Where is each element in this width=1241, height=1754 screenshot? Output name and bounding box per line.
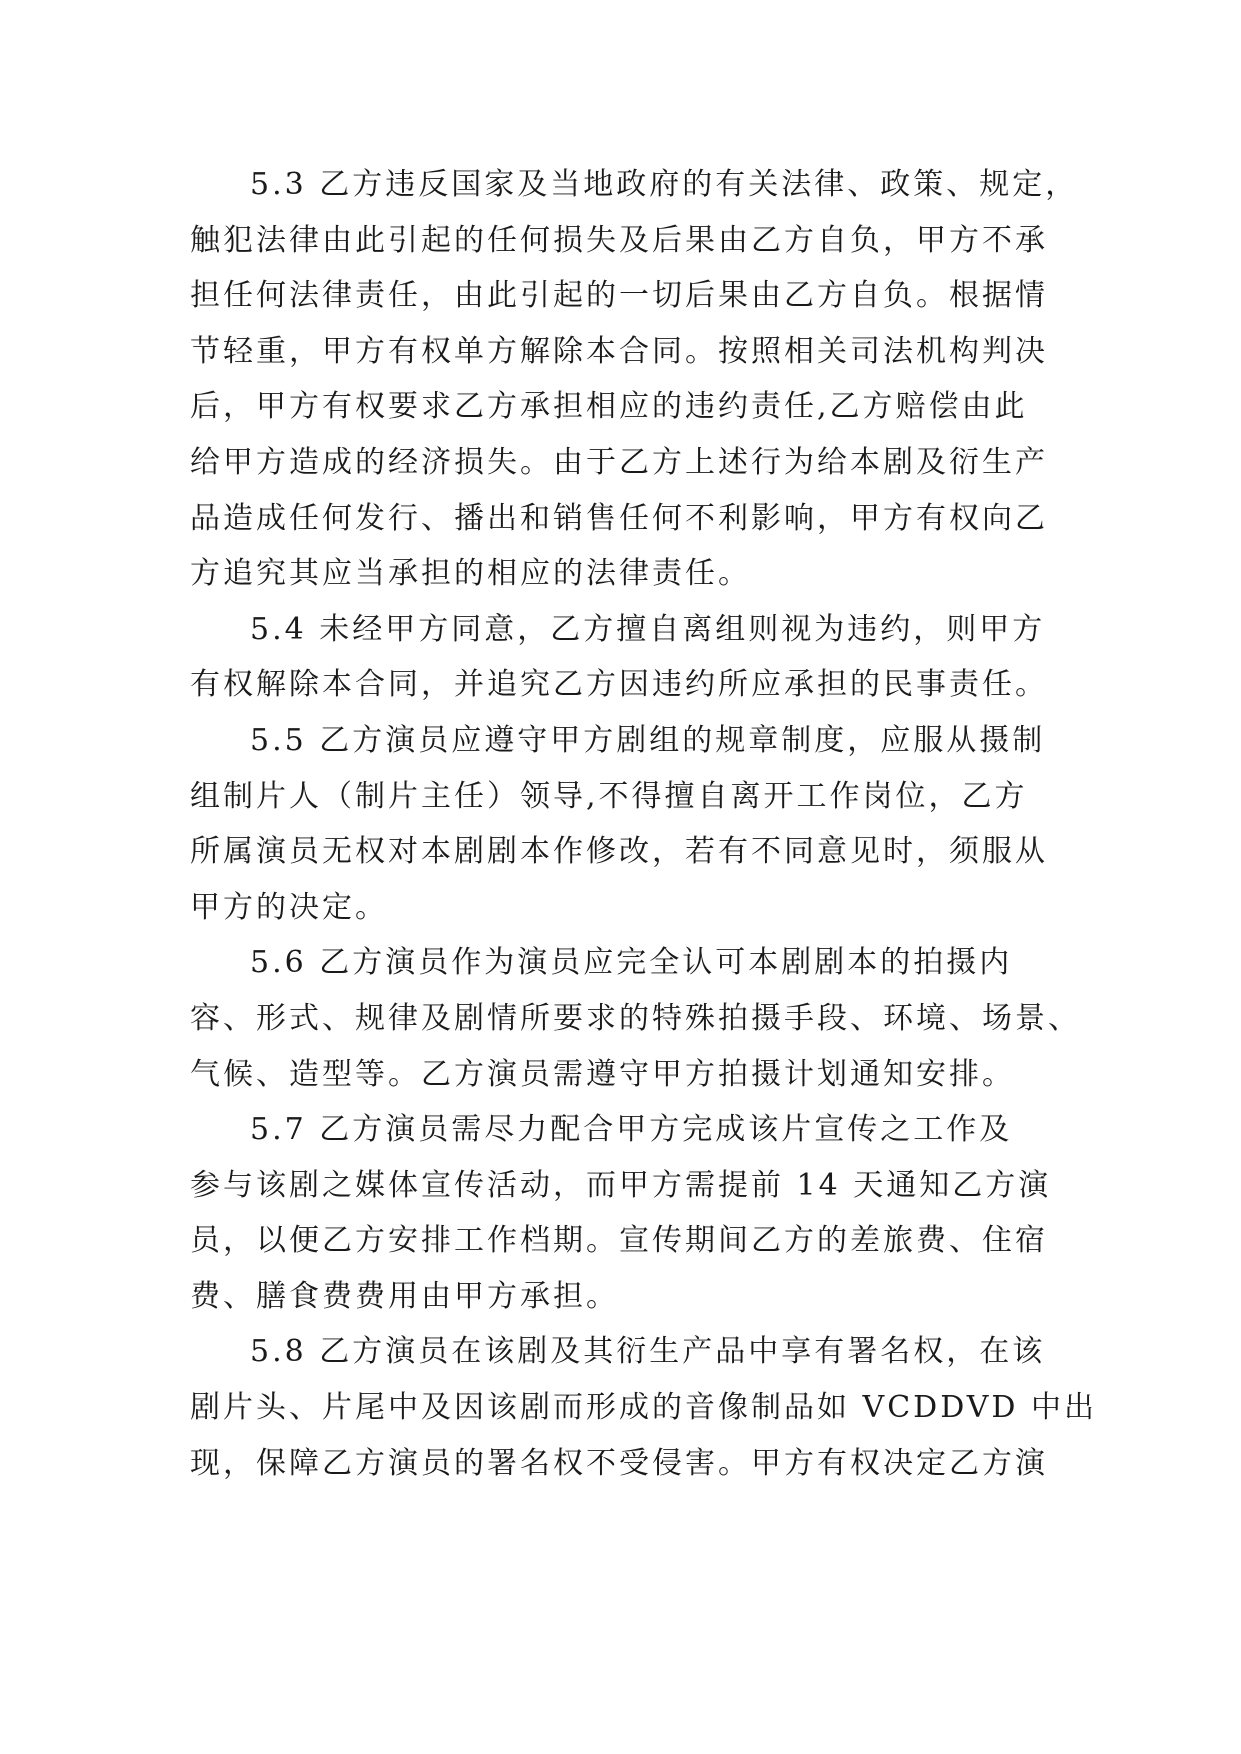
text-line: 给甲方造成的经济损失。由于乙方上述行为给本剧及衍生产 bbox=[190, 444, 1048, 480]
clause-5-4 bbox=[190, 602, 1070, 713]
text-line: 容、形式、规律及剧情所要求的特殊拍摄手段、环境、场景、 bbox=[190, 1000, 1081, 1036]
text-line: 5.5 乙方演员应遵守甲方剧组的规章制度，应服从摄制 bbox=[250, 722, 1046, 758]
clause-5-3 bbox=[190, 157, 1079, 602]
text-line: 触犯法律由此引起的任何损失及后果由乙方自负，甲方不承 bbox=[190, 222, 1048, 258]
clause-5-8 bbox=[190, 1324, 1097, 1491]
text-line: 节轻重，甲方有权单方解除本合同。按照相关司法机构判决 bbox=[190, 333, 1048, 369]
text-line: 员，以便乙方安排工作档期。宣传期间乙方的差旅费、住宿 bbox=[190, 1223, 1048, 1259]
text-line: 后，甲方有权要求乙方承担相应的违约责任,乙方赔偿由此 bbox=[190, 389, 1028, 425]
text-line: 5.8 乙方演员在该剧及其衍生产品中享有署名权，在该 bbox=[250, 1334, 1046, 1370]
document-body bbox=[190, 157, 1097, 1491]
text-line: 5.6 乙方演员作为演员应完全认可本剧剧本的拍摄内 bbox=[250, 945, 1013, 981]
text-line: 现，保障乙方演员的署名权不受侵害。甲方有权决定乙方演 bbox=[190, 1445, 1048, 1481]
text-line: 剧片头、片尾中及因该剧而形成的音像制品如 VCDDVD 中出 bbox=[190, 1390, 1097, 1426]
text-line: 5.3 乙方违反国家及当地政府的有关法律、政策、规定， bbox=[250, 167, 1079, 202]
text-line: 方追究其应当承担的相应的法律责任。 bbox=[190, 556, 751, 592]
text-line: 甲方的决定。 bbox=[190, 889, 388, 925]
text-line: 5.7 乙方演员需尽力配合甲方完成该片宣传之工作及 bbox=[250, 1112, 1013, 1148]
text-line: 5.4 未经甲方同意，乙方擅自离组则视为违约，则甲方 bbox=[250, 611, 1046, 647]
text-line: 所属演员无权对本剧剧本作修改，若有不同意见时，须服从 bbox=[190, 834, 1048, 870]
text-line: 担任何法律责任，由此引起的一切后果由乙方自负。根据情 bbox=[190, 278, 1048, 314]
text-line: 组制片人（制片主任）领导,不得擅自离开工作岗位，乙方 bbox=[190, 778, 1028, 814]
clause-5-7 bbox=[190, 1102, 1070, 1324]
clause-5-5 bbox=[190, 713, 1070, 935]
text-line: 品造成任何发行、播出和销售任何不利影响，甲方有权向乙 bbox=[190, 500, 1048, 536]
clause-5-6 bbox=[190, 935, 1081, 1102]
text-line: 气候、造型等。乙方演员需遵守甲方拍摄计划通知安排。 bbox=[190, 1056, 1015, 1092]
text-line: 参与该剧之媒体宣传活动，而甲方需提前 14 天通知乙方演 bbox=[190, 1167, 1052, 1203]
text-line: 费、膳食费费用由甲方承担。 bbox=[190, 1278, 619, 1314]
text-line: 有权解除本合同，并追究乙方因违约所应承担的民事责任。 bbox=[190, 667, 1048, 703]
